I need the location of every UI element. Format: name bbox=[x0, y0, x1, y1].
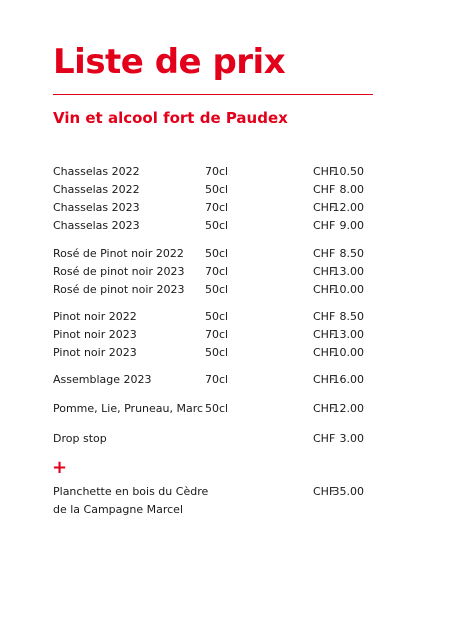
price-currency: CHF bbox=[313, 402, 336, 415]
product-volume: 50cl bbox=[205, 346, 229, 359]
product-volume: 50cl bbox=[205, 247, 229, 260]
price-currency: CHF bbox=[313, 485, 336, 498]
price-currency: CHF bbox=[313, 265, 336, 278]
page-subtitle: Vin et alcool fort de Paudex bbox=[53, 109, 288, 127]
price-amount: 8.00 bbox=[339, 183, 364, 196]
price-row bbox=[0, 344, 453, 362]
product-volume: 50cl bbox=[205, 219, 229, 232]
product-volume: 70cl bbox=[205, 328, 229, 341]
price-row bbox=[0, 400, 453, 418]
product-name: Pinot noir 2022 bbox=[53, 310, 137, 323]
product-volume: 70cl bbox=[205, 201, 229, 214]
price-currency: CHF bbox=[313, 165, 336, 178]
price-row bbox=[0, 326, 453, 344]
price-currency: CHF bbox=[313, 219, 336, 232]
price-amount: 16.00 bbox=[332, 373, 364, 386]
price-currency: CHF bbox=[313, 247, 336, 260]
price-row bbox=[0, 163, 453, 181]
product-name: Assemblage 2023 bbox=[53, 373, 152, 386]
price-amount: 8.50 bbox=[339, 247, 364, 260]
price-row bbox=[0, 245, 453, 263]
price-row bbox=[0, 308, 453, 326]
product-volume: 50cl bbox=[205, 183, 229, 196]
product-name: Pinot noir 2023 bbox=[53, 346, 137, 359]
product-name: Rosé de pinot noir 2023 bbox=[53, 265, 185, 278]
price-row bbox=[0, 501, 453, 519]
price-amount: 12.00 bbox=[332, 201, 364, 214]
price-currency: CHF bbox=[313, 183, 336, 196]
price-amount: 12.00 bbox=[332, 402, 364, 415]
product-name: Pinot noir 2023 bbox=[53, 328, 137, 341]
product-volume: 70cl bbox=[205, 165, 229, 178]
price-amount: 13.00 bbox=[332, 328, 364, 341]
product-name: Chasselas 2023 bbox=[53, 219, 140, 232]
price-currency: CHF bbox=[313, 201, 336, 214]
price-amount: 10.50 bbox=[332, 165, 364, 178]
product-volume: 50cl bbox=[205, 402, 229, 415]
extra-item-name-line2: de la Campagne Marcel bbox=[53, 503, 184, 516]
product-name: Pomme, Lie, Pruneau, Marc bbox=[53, 402, 204, 415]
price-amount: 3.00 bbox=[339, 432, 364, 445]
page-title: Liste de prix bbox=[53, 42, 286, 82]
product-volume: 70cl bbox=[205, 265, 229, 278]
price-currency: CHF bbox=[313, 432, 336, 445]
price-row bbox=[0, 217, 453, 235]
product-name: Drop stop bbox=[53, 432, 107, 445]
price-amount: 13.00 bbox=[332, 265, 364, 278]
plus-icon: + bbox=[52, 457, 68, 478]
price-amount: 35.00 bbox=[332, 485, 364, 498]
title-divider bbox=[53, 94, 373, 95]
price-row bbox=[0, 371, 453, 389]
product-name: Chasselas 2023 bbox=[53, 201, 140, 214]
product-name: Chasselas 2022 bbox=[53, 165, 140, 178]
product-volume: 50cl bbox=[205, 283, 229, 296]
price-row bbox=[0, 430, 453, 448]
price-currency: CHF bbox=[313, 346, 336, 359]
price-amount: 10.00 bbox=[332, 283, 364, 296]
price-row bbox=[0, 199, 453, 217]
price-row bbox=[0, 181, 453, 199]
price-amount: 9.00 bbox=[339, 219, 364, 232]
product-name: Rosé de Pinot noir 2022 bbox=[53, 247, 184, 260]
product-name: Chasselas 2022 bbox=[53, 183, 140, 196]
product-volume: 50cl bbox=[205, 310, 229, 323]
price-row bbox=[0, 483, 453, 501]
price-row bbox=[0, 281, 453, 299]
product-name: Rosé de pinot noir 2023 bbox=[53, 283, 185, 296]
price-currency: CHF bbox=[313, 310, 336, 323]
price-currency: CHF bbox=[313, 328, 336, 341]
price-row bbox=[0, 263, 453, 281]
price-amount: 8.50 bbox=[339, 310, 364, 323]
price-amount: 10.00 bbox=[332, 346, 364, 359]
product-volume: 70cl bbox=[205, 373, 229, 386]
extra-item-name-line1: Planchette en bois du Cèdre bbox=[53, 485, 209, 498]
price-currency: CHF bbox=[313, 373, 336, 386]
price-currency: CHF bbox=[313, 283, 336, 296]
